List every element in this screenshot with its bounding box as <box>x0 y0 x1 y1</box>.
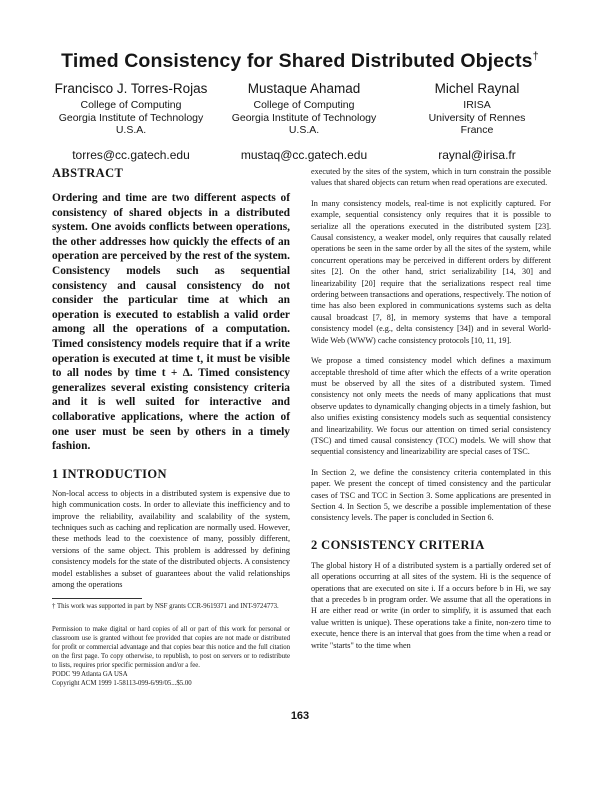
footnote-rule <box>52 598 142 599</box>
title-text: Timed Consistency for Shared Distributed Objects <box>61 50 533 72</box>
abstract-heading: ABSTRACT <box>52 166 124 180</box>
author-block-1 <box>36 82 226 162</box>
author-org: Georgia Institute of Technology <box>58 111 204 124</box>
paragraph-proposal: We propose a timed consistency model which defines a maximum acceptable threshold of time after which the effects of a write operation must be observed by all the sites of a distributed system. Timed consistency not only meets the needs of many applications that must observe updates to dynamically changing objects in a timely fashion, but also unifies existing consistency models such as sequential consistency and linearizability. We focus our attention on timed serial consistency (TSC) and timed causal consistency (TCC) models. We will show that sequential consistency and linearizability are special cases of TSC. <box>311 356 551 457</box>
support-footnote: † This work was supported in part by NSF grants CCR-9619371 and INT-9724773. <box>52 603 279 611</box>
author-org: Georgia Institute of Technology <box>231 111 377 124</box>
author-name: Michel Raynal <box>434 81 520 96</box>
copyright-line: Copyright ACM 1999 1-58113-099-6/99/05...$5.00 <box>52 680 192 688</box>
conference-line: PODC '99 Atlanta GA USA <box>52 671 128 679</box>
author-dept: College of Computing <box>80 99 182 111</box>
title-footnote-mark: † <box>532 50 539 63</box>
right-column <box>311 166 551 651</box>
intro-text: Non-local access to objects in a distributed system is expensive due to high communication costs. In order to alleviate this inefficiency and to improve the reliability, availability and scalability of the system, techniques such as caching and replication are normally used. However, these methods lead to the coexistence of many, possibly different, versions of the same object. This problem is addressed by defining consistency models for the state of the distributed objects. A consistency model establishes a subset of guarantees about the valid relationships among the operations <box>52 488 290 589</box>
author-block-3 <box>382 82 572 162</box>
paragraph-realtime: In many consistency models, real-time is not explicitly captured. For example, sequential consistency only requires that it is possible to serialize all the operations executed in the distributed system [23]. Causal consistency, a weaker model, only requires that causally related operations be seen in the same order by all the sites of the system, while concurrent operations may be perceived in different orders by different sites [2]. On the other hand, strict serializability [14, 30] and linearizability [20] require that the serializations respect real time ordering between transactions and operations, respectively. The notion of time has also been explored in communications systems such as delta causal broadcast [7, 8], in memory systems that have a temporal consistency model (e.g., delta consistency [34]) and in several World-Wide Web (WWW) cache consistency protocols [10, 11, 19]. <box>311 198 551 345</box>
author-country: France <box>460 124 494 136</box>
abstract-text: Ordering and time are two different aspects of consistency of shared objects in a distributed system. One avoids conflicts between operations, the other addresses how quickly the effects of an operation are perceived by the rest of the system. Consistency models such as sequential consistency and causal consistency do not consider the particular time at which an operation is executed to establish a valid order among all the operations of a computation. Timed consistency models require that if a write operation is executed at time t, it must be visible to all nodes by time t + Δ. Timed consistency generalizes several existing consistency criteria and it is well suited for interactive and collaborative applications, where the action of one user must be seen by others in a timely fashion. <box>52 192 290 453</box>
author-dept: College of Computing <box>253 99 355 111</box>
page-number: 163 <box>290 710 310 722</box>
author-email: torres@cc.gatech.edu <box>72 147 190 162</box>
intro-heading: 1 INTRODUCTION <box>52 466 167 481</box>
paragraph-continued: executed by the sites of the system, which in turn constrain the possible values that shared objects can return when read operations are executed. <box>311 167 551 188</box>
author-dept: IRISA <box>463 99 491 111</box>
author-country: U.S.A. <box>115 124 147 136</box>
permission-notice: Permission to make digital or hard copies of all or part of this work for personal or classroom use is granted without fee provided that copies are not made or distributed for profit or commercial advantage and that copies bear this notice and the full citation on the first page. To copy otherwise, to republish, to post on servers or to redistribute to lists, requires prior specific permission and/or a fee. <box>52 626 290 670</box>
criteria-text: The global history H of a distributed system is a partially ordered set of all operations occurring at all sites of the system. Hi is the sequence of operations that are executed on site i. If a occurs before b in Hi, we say that a precedes b in program order. We assume that all the operations in H are either read or write (in order to simplify, it is assumed that each value written is unique). These operations take a finite, non-zero time to execute, hence there is an interval that goes from the time when a read or write "starts" to the time when <box>311 560 551 650</box>
left-column <box>52 166 290 688</box>
author-email: raynal@irisa.fr <box>438 147 516 162</box>
author-name: Francisco J. Torres-Rojas <box>54 81 208 96</box>
author-email: mustaq@cc.gatech.edu <box>240 147 368 162</box>
criteria-heading: 2 CONSISTENCY CRITERIA <box>311 537 485 552</box>
author-name: Mustaque Ahamad <box>247 81 361 96</box>
author-org: University of Rennes <box>428 111 526 124</box>
paper-title <box>0 50 600 73</box>
paragraph-outline: In Section 2, we define the consistency criteria contemplated in this paper. We present the concept of timed consistency and the particular cases of TSC and TCC in Section 3. Some applications are presented in Section 4. In Section 5, we describe a possible implementation of these consistency levels. The paper is concluded in Section 6. <box>311 467 551 523</box>
author-block-2 <box>209 82 399 162</box>
author-country: U.S.A. <box>288 124 320 136</box>
